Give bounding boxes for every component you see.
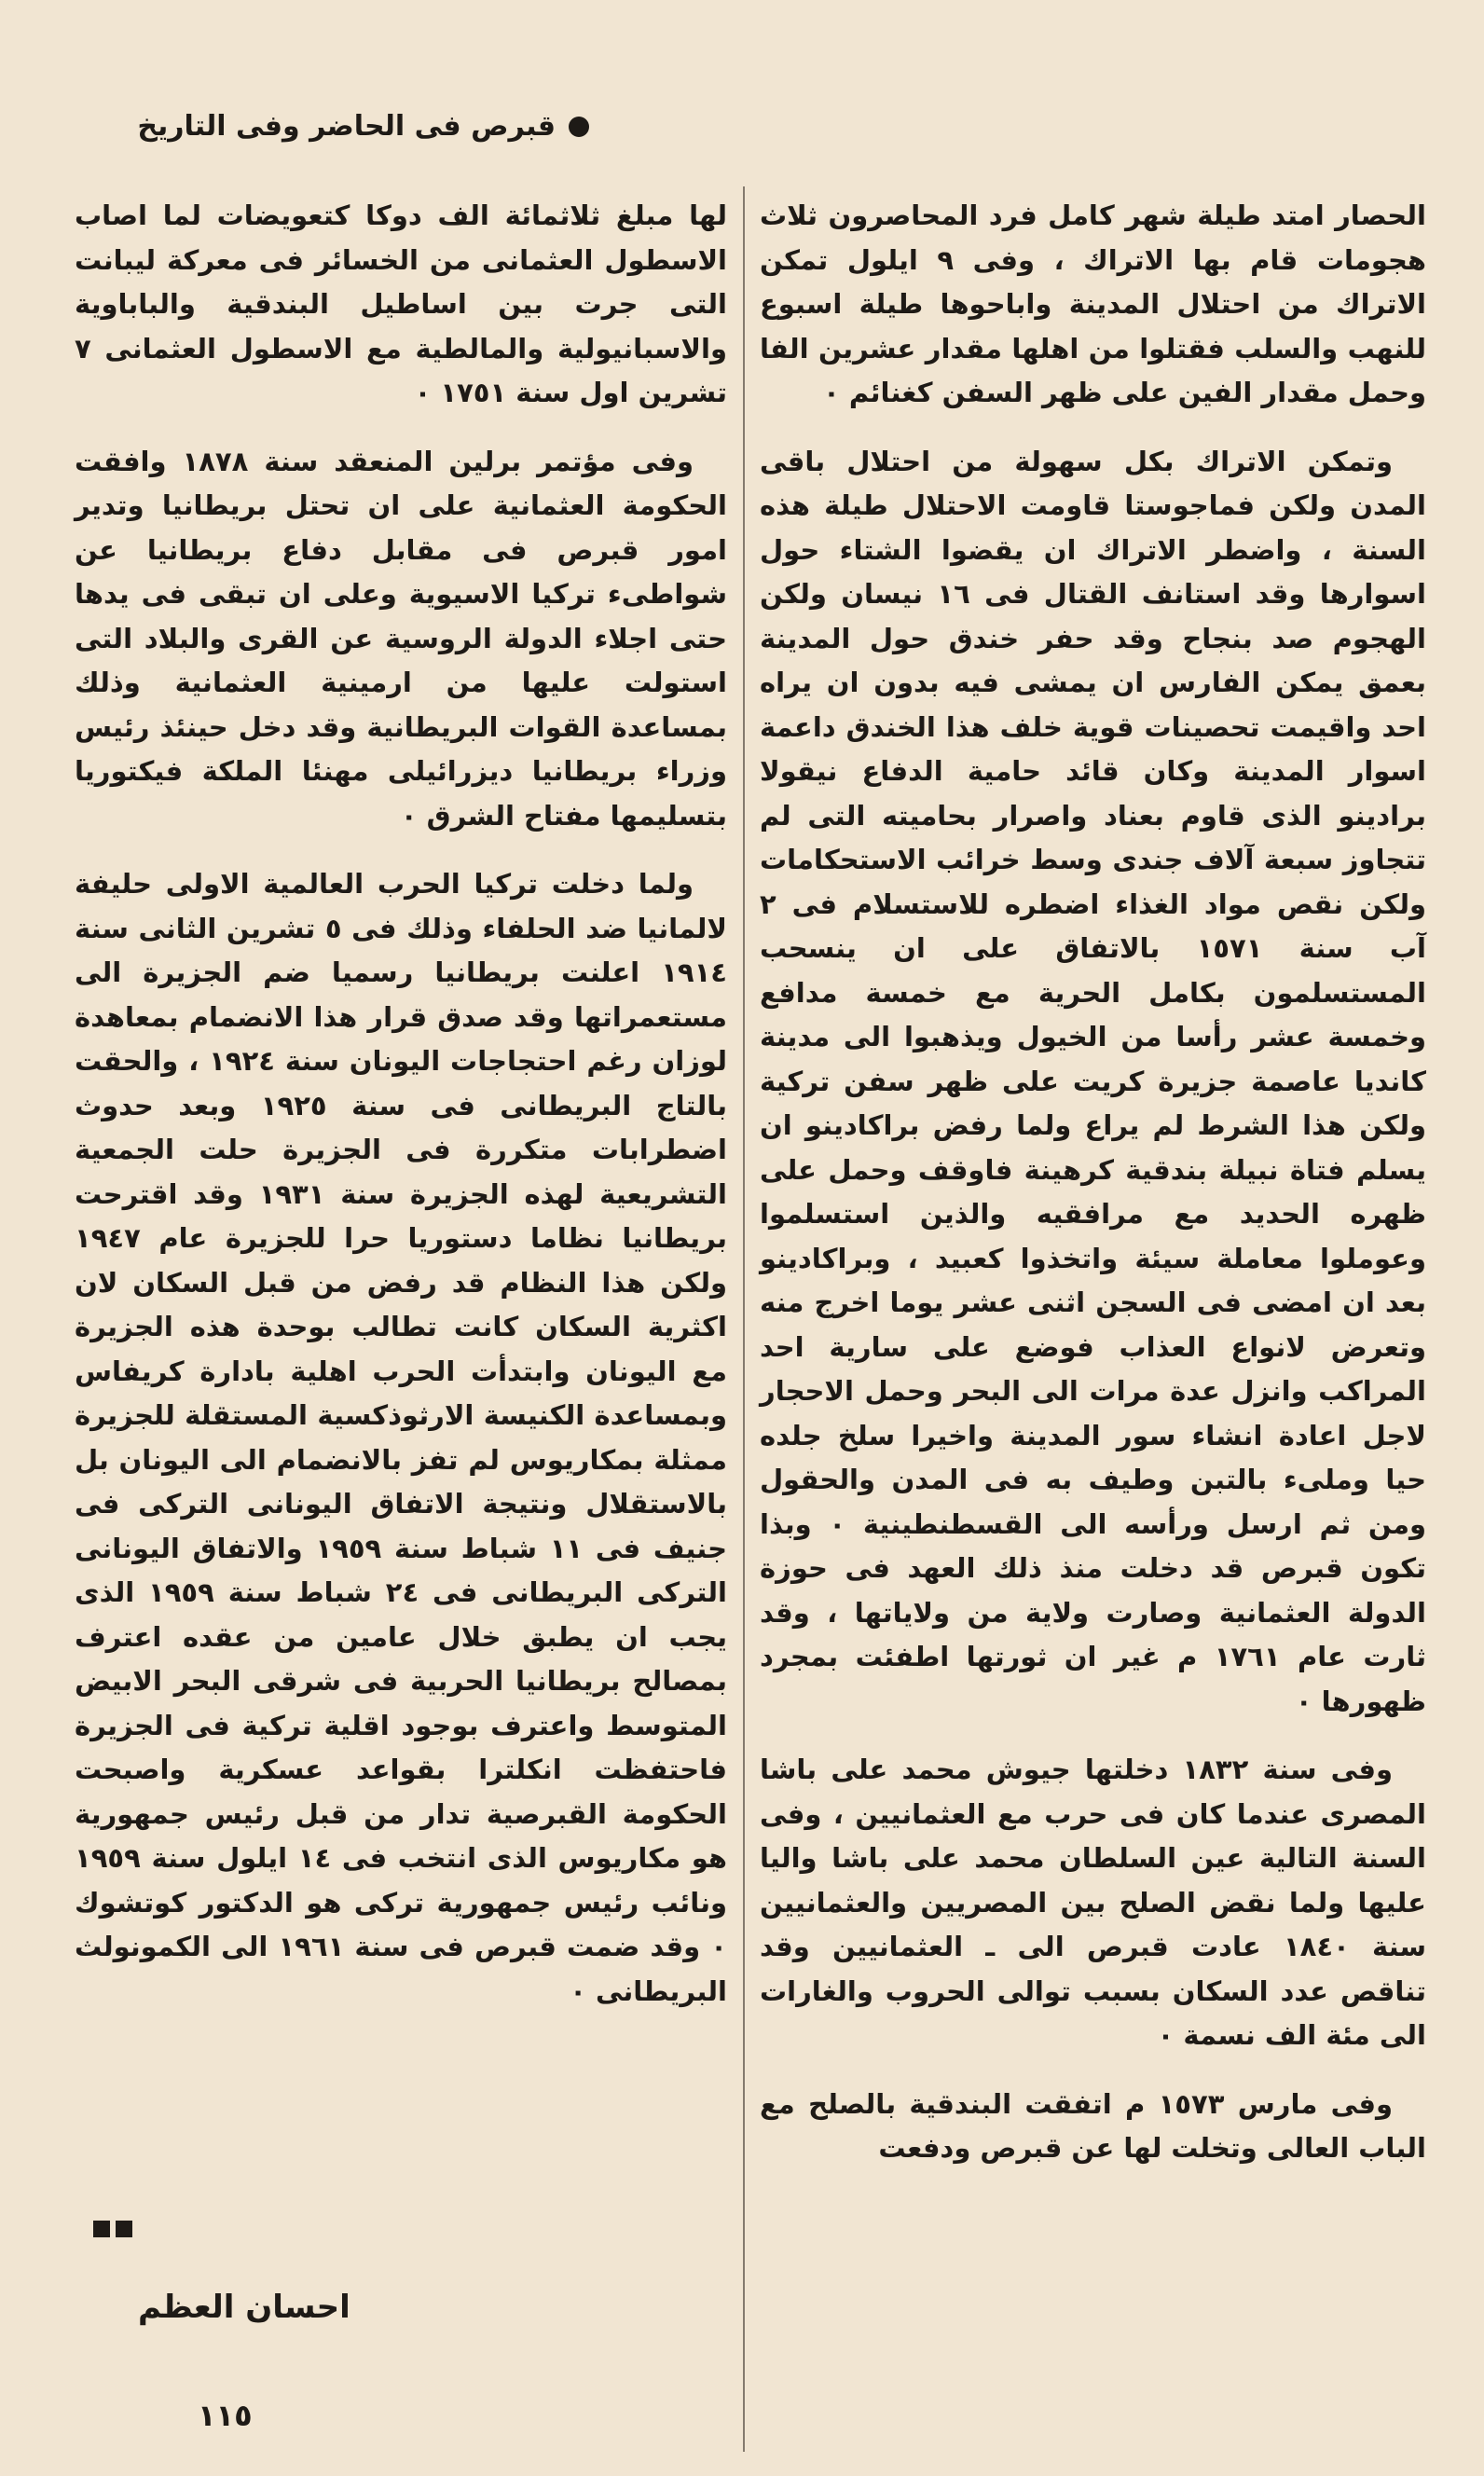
paragraph: وفى مارس ١٥٧٣ م اتفقت البندقية بالصلح مع الباب العالى وتخلت لها عن قبرص ودفعت: [760, 2087, 1426, 2164]
paragraph: لها مبلغ ثلاثمائة الف دوكا كتعويضات لما اصاب الاسطول العثمانى من الخسائر فى معركة ليبانت التى جرت بين اساطيل البندقية والباباوية والاسبانيولية والمالطية مع الاسطول العثمانى ٧ تشرين اول سنة ١٧٥١ ٠: [75, 199, 727, 408]
paragraph: وفى مؤتمر برلين المنعقد سنة ١٨٧٨ وافقت الحكومة العثمانية على ان تحتل بريطانيا وتدير امور قبرص فى مقابل دفاع بريطانيا عن شواطىء تركيا الاسيوية وعلى ان تبقى فى يدها حتى اجلاء الدولة الروسية عن القرى والبلاد التى استولت عليها من ارمينية العثمانية وذلك بمساعدة القوات البريطانية وقد دخل حينئذ رئيس وزراء بريطانيا ديزرائيلى مهنئا الملكة فيكتوريا بتسليمها مفتاح الشرق ٠: [75, 445, 727, 832]
header-title: قبرص فى الحاضر وفى التاريخ: [137, 110, 556, 143]
page-number: ١١٥: [198, 2398, 253, 2433]
column-divider: [743, 186, 745, 2452]
left-column: [75, 194, 727, 2038]
end-of-article-mark-icon: [93, 2221, 132, 2237]
running-header: [137, 110, 589, 143]
paragraph: وفى سنة ١٨٣٢ دخلتها جيوش محمد على باشا المصرى عندما كان فى حرب مع العثمانيين ، وفى السنة التالية عين السلطان محمد على باشا واليا عليها ولما نقض الصلح بين المصريين والعثمانيين سنة ١٨٤٠ عادت قبرص الى ـ العثمانيين وقد تناقص عدد السكان بسبب توالى الحروب والغارات الى مئة الف نسمة ٠: [760, 1754, 1426, 2051]
author-signature: احسان العظم: [138, 2289, 350, 2326]
paragraph: ولما دخلت تركيا الحرب العالمية الاولى حليفة لالمانيا ضد الحلفاء وذلك فى ٥ تشرين الثانى سنة ١٩١٤ اعلنت بريطانيا رسميا ضم الجزيرة الى مستعمراتها وقد صدق قرار هذا الانضمام بمعاهدة لوزان رغم احتجاجات اليونان سنة ١٩٢٤ ، والحقت بالتاج البريطانى فى سنة ١٩٢٥ وبعد حدوث اضطرابات متكررة فى الجزيرة حلت الجمعية التشريعية لهذه الجزيرة سنة ١٩٣١ وقد اقترحت بريطانيا نظاما دستوريا حرا للجزيرة عام ١٩٤٧ ولكن هذا النظام قد رفض من قبل السكان لان اكثرية السكان كانت تطالب بوحدة هذه الجزيرة مع اليونان وابتدأت الحرب اهلية بادارة كريفاس وبمساعدة الكنيسة الارثوذكسية المستقلة للجزيرة ممثلة بمكاريوس لم تفز بالانضمام الى اليونان بل بالاستقلال ونتيجة الاتفاق اليونانى التركى فى جنيف فى ١١ شباط سنة ١٩٥٩ والاتفاق اليونانى التركى البريطانى فى ٢٤ شباط سنة ١٩٥٩ الذى يجب ان يطبق خلال عامين من عقده اعترف بمصالح بريطانيا الحربية فى شرقى البحر الابيض المتوسط واعترف بوجود اقلية تركية فى الجزيرة فاحتفظت انكلترا بقواعد عسكرية واصبحت الحكومة القبرصية تدار من قبل رئيس جمهورية هو مكاريوس الذى انتخب فى ١٤ ايلول سنة ١٩٥٩ ونائب رئيس جمهورية تركى هو الدكتور كوتشوك ٠ وقد ضمت قبرص فى سنة ١٩٦١ الى الكمونولث البريطانى ٠: [75, 868, 727, 2007]
paragraph: الحصار امتد طيلة شهر كامل فرد المحاصرون ثلاث هجومات قام بها الاتراك ، وفى ٩ ايلول تمكن الاتراك من احتلال المدينة واباحوها طيلة اسبوع للنهب والسلب فقتلوا من اهلها مقدار عشرين الفا وحمل مقدار الفين على ظهر السفن كغنائم ٠: [760, 199, 1426, 408]
paragraph: وتمكن الاتراك بكل سهولة من احتلال باقى المدن ولكن فماجوستا قاومت الاحتلال طيلة هذه السنة ، واضطر الاتراك ان يقضوا الشتاء حول اسوارها وقد استانف القتال فى ١٦ نيسان ولكن الهجوم صد بنجاح وقد حفر خندق حول المدينة بعمق يمكن الفارس ان يمشى فيه بدون ان يراه احد واقيمت تحصينات قوية خلف هذا الخندق داعمة اسوار المدينة وكان قائد حامية الدفاع نيقولا برادينو الذى قاوم بعناد واصرار بحاميته التى لم تتجاوز سبعة آلاف جندى وسط خرائب الاستحكامات ولكن نقص مواد الغذاء اضطره للاستسلام فى ٢ آب سنة ١٥٧١ بالاتفاق على ان ينسحب المستسلمون بكامل الحرية مع خمسة مدافع وخمسة عشر رأسا من الخيول ويذهبوا الى مدينة كانديا عاصمة جزيرة كريت على ظهر سفن تركية ولكن هذا الشرط لم يراع ولما رفض براكادينو ان يسلم فتاة نبيلة بندقية كرهينة فاوقف وحمل على ظهره الحديد مع مرافقيه والذين استسلموا وعوملوا معاملة سيئة واتخذوا كعبيد ، وبراكادينو بعد ان امضى فى السجن اثنى عشر يوما اخرج منه وتعرض لانواع العذاب فوضع على سارية احد المراكب وانزل عدة مرات الى البحر وحمل الاحجار لاجل اعادة انشاء سور المدينة واخيرا سلخ جلده حيا وملىء بالتبن وطيف به فى المدن والحقول ومن ثم ارسل ورأسه الى القسطنطينية ٠ وبذا تكون قبرص قد دخلت منذ ذلك العهد فى حوزة الدولة العثمانية وصارت ولاية من ولاياتها ، وقد ثارت عام ١٧٦١ م غير ان ثورتها اطفئت بمجرد ظهورها ٠: [760, 445, 1426, 1717]
right-column: [760, 194, 1426, 2195]
header-bullet-icon: [569, 117, 589, 137]
